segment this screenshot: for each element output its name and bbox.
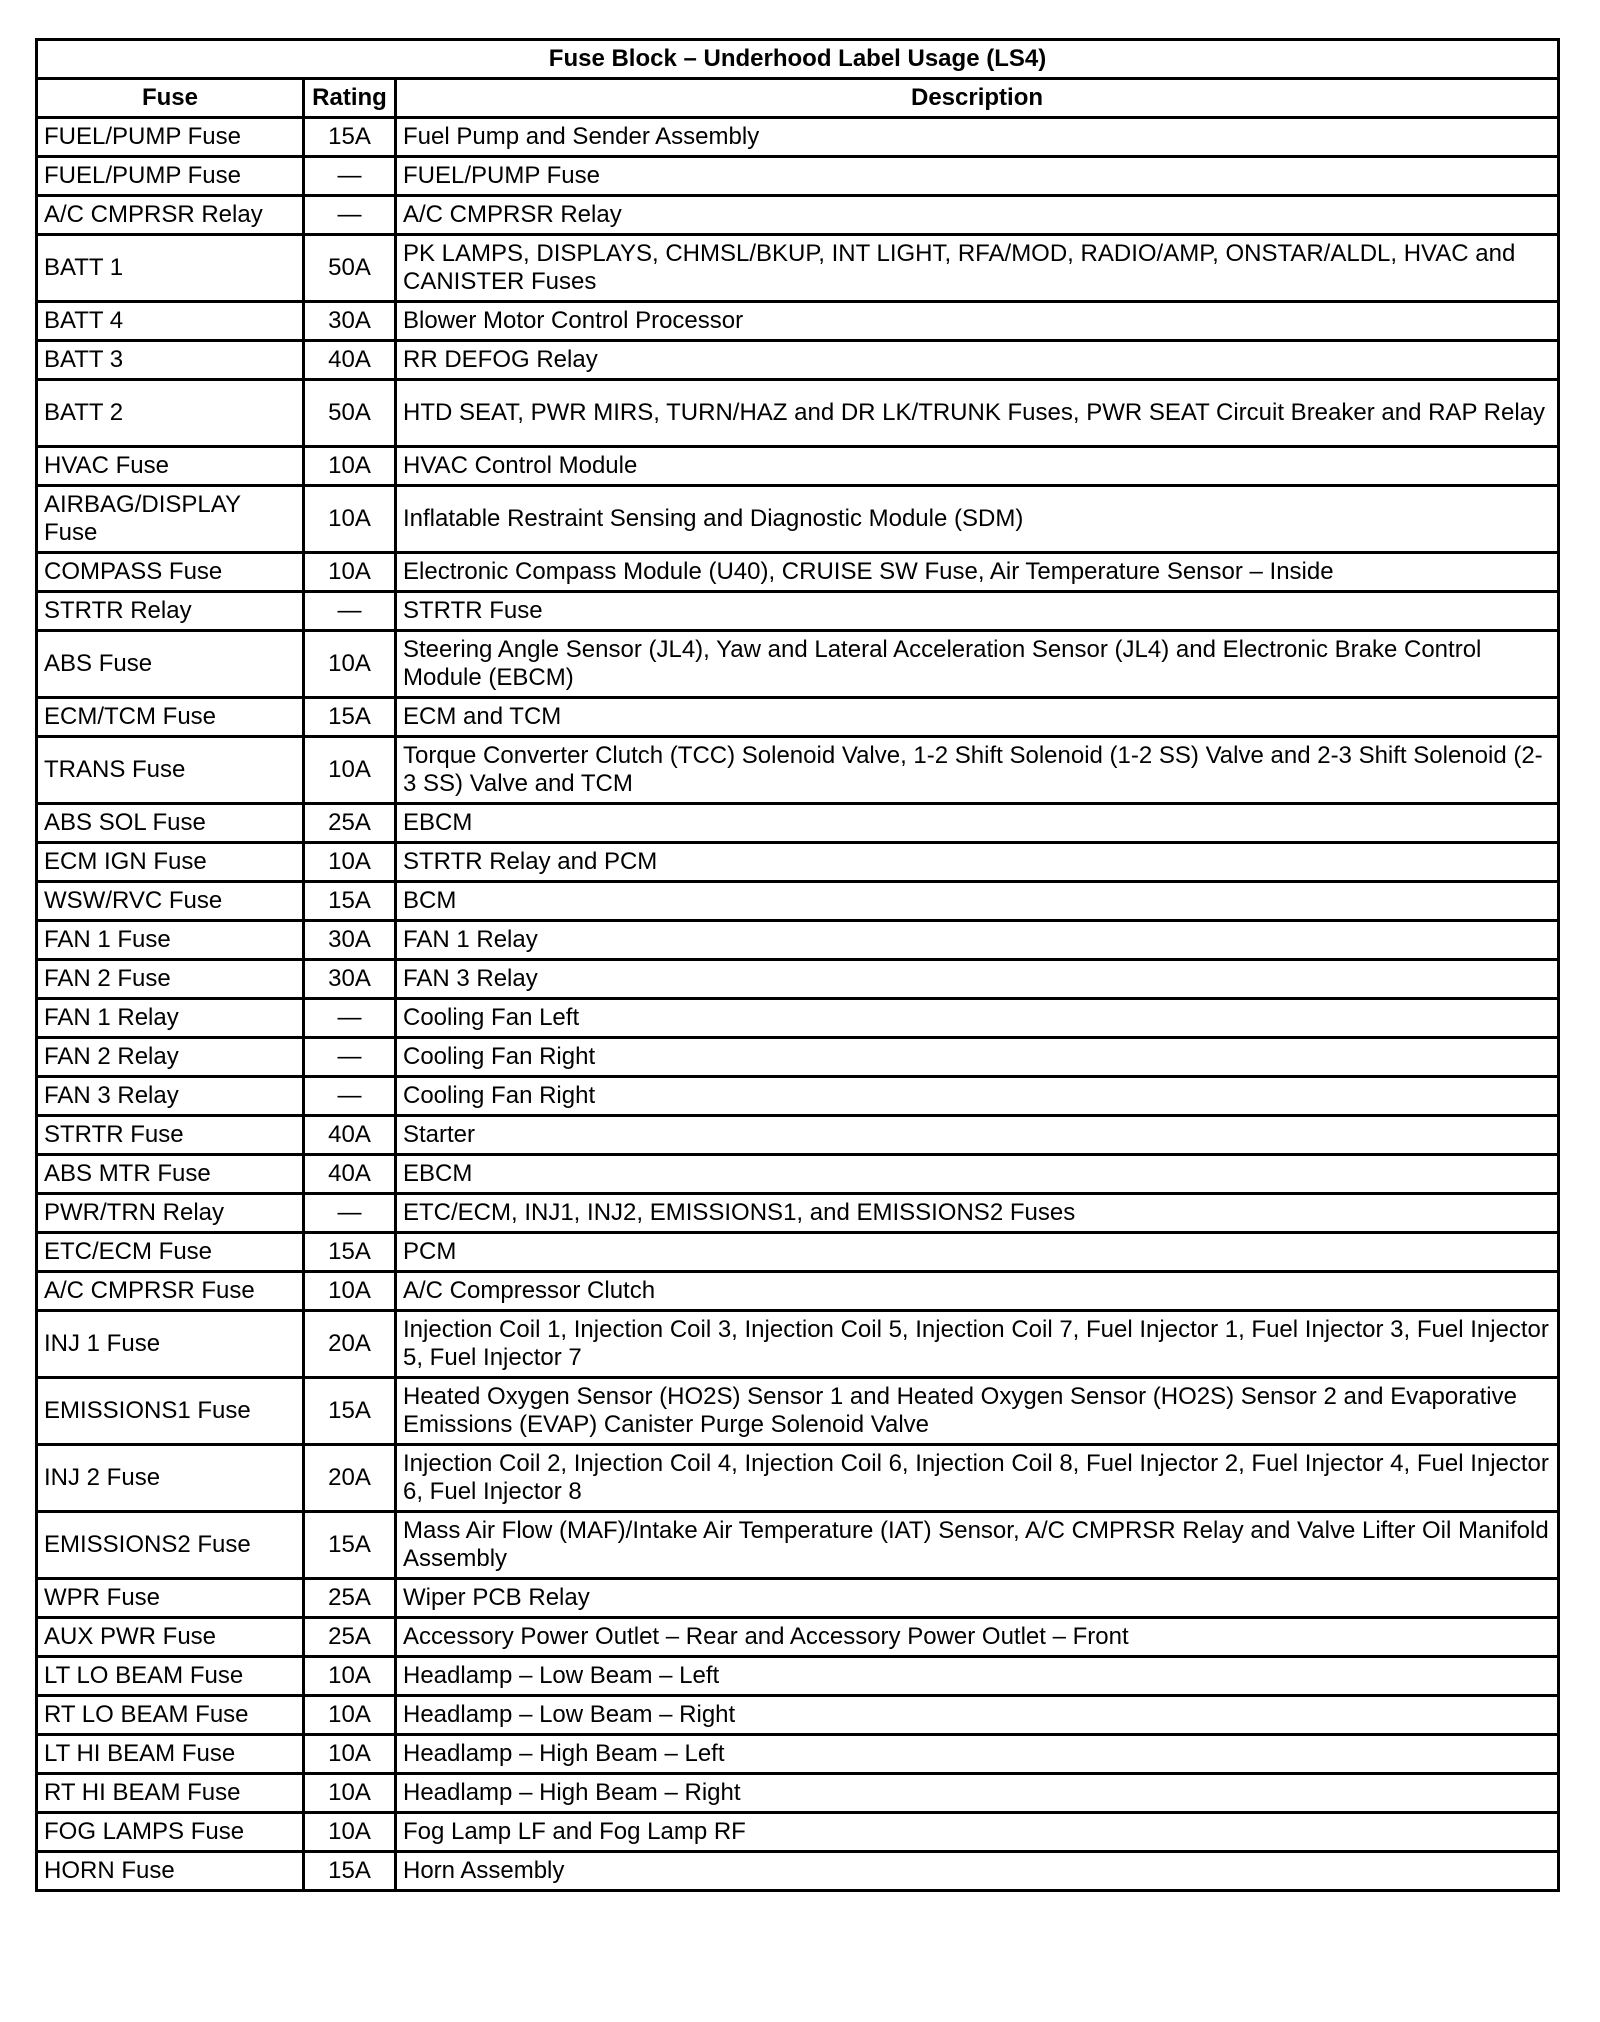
description-cell: Starter [396, 1116, 1559, 1155]
fuse-cell: COMPASS Fuse [37, 553, 304, 592]
fuse-cell: FAN 1 Fuse [37, 921, 304, 960]
table-row [37, 380, 1559, 447]
column-header-rating: Rating [304, 79, 396, 118]
fuse-cell: FAN 3 Relay [37, 1077, 304, 1116]
rating-cell: 40A [304, 1116, 396, 1155]
fuse-cell: PWR/TRN Relay [37, 1194, 304, 1233]
rating-cell: — [304, 1077, 396, 1116]
description-cell: RR DEFOG Relay [396, 341, 1559, 380]
table-body [37, 118, 1559, 1891]
rating-cell: 10A [304, 631, 396, 698]
rating-cell: 50A [304, 380, 396, 447]
rating-cell: 15A [304, 1512, 396, 1579]
table-row [37, 1696, 1559, 1735]
rating-cell: 10A [304, 737, 396, 804]
description-cell: Headlamp – Low Beam – Right [396, 1696, 1559, 1735]
rating-cell: 10A [304, 553, 396, 592]
fuse-cell: LT HI BEAM Fuse [37, 1735, 304, 1774]
fuse-cell: RT LO BEAM Fuse [37, 1696, 304, 1735]
rating-cell: 20A [304, 1311, 396, 1378]
column-header-fuse: Fuse [37, 79, 304, 118]
table-row [37, 486, 1559, 553]
description-cell: Accessory Power Outlet – Rear and Accessory Power Outlet – Front [396, 1618, 1559, 1657]
rating-cell: 30A [304, 960, 396, 999]
rating-cell: — [304, 196, 396, 235]
rating-cell: 10A [304, 1774, 396, 1813]
rating-cell: — [304, 592, 396, 631]
rating-cell: — [304, 157, 396, 196]
description-cell: HVAC Control Module [396, 447, 1559, 486]
description-cell: Mass Air Flow (MAF)/Intake Air Temperature (IAT) Sensor, A/C CMPRSR Relay and Valve Lifter Oil Manifold Assembly [396, 1512, 1559, 1579]
description-cell: Cooling Fan Left [396, 999, 1559, 1038]
fuse-cell: FAN 2 Relay [37, 1038, 304, 1077]
fuse-cell: STRTR Relay [37, 592, 304, 631]
fuse-cell: BATT 1 [37, 235, 304, 302]
description-cell: ETC/ECM, INJ1, INJ2, EMISSIONS1, and EMISSIONS2 Fuses [396, 1194, 1559, 1233]
rating-cell: 20A [304, 1445, 396, 1512]
rating-cell: 15A [304, 698, 396, 737]
description-cell: HTD SEAT, PWR MIRS, TURN/HAZ and DR LK/TRUNK Fuses, PWR SEAT Circuit Breaker and RAP Relay [396, 380, 1559, 447]
description-cell: Cooling Fan Right [396, 1038, 1559, 1077]
rating-cell: — [304, 999, 396, 1038]
fuse-cell: AUX PWR Fuse [37, 1618, 304, 1657]
rating-cell: 10A [304, 1696, 396, 1735]
rating-cell: — [304, 1194, 396, 1233]
fuse-cell: BATT 2 [37, 380, 304, 447]
rating-cell: 10A [304, 1272, 396, 1311]
rating-cell: 30A [304, 921, 396, 960]
table-row [37, 196, 1559, 235]
rating-cell: 25A [304, 1618, 396, 1657]
rating-cell: 25A [304, 1579, 396, 1618]
rating-cell: 10A [304, 1657, 396, 1696]
description-cell: FAN 1 Relay [396, 921, 1559, 960]
description-cell: Injection Coil 1, Injection Coil 3, Injection Coil 5, Injection Coil 7, Fuel Injector 1, Fuel Injector 3, Fuel Injector 5, Fuel Injector 7 [396, 1311, 1559, 1378]
fuse-cell: ECM IGN Fuse [37, 843, 304, 882]
table-row [37, 1445, 1559, 1512]
table-row [37, 698, 1559, 737]
description-cell: ECM and TCM [396, 698, 1559, 737]
description-cell: FUEL/PUMP Fuse [396, 157, 1559, 196]
table-row [37, 960, 1559, 999]
fuse-cell: FOG LAMPS Fuse [37, 1813, 304, 1852]
description-cell: Headlamp – High Beam – Right [396, 1774, 1559, 1813]
rating-cell: 10A [304, 1813, 396, 1852]
description-cell: Headlamp – Low Beam – Left [396, 1657, 1559, 1696]
table-row [37, 302, 1559, 341]
description-cell: Inflatable Restraint Sensing and Diagnostic Module (SDM) [396, 486, 1559, 553]
fuse-cell: FAN 2 Fuse [37, 960, 304, 999]
description-cell: Fog Lamp LF and Fog Lamp RF [396, 1813, 1559, 1852]
title-row [37, 40, 1559, 79]
description-cell: PK LAMPS, DISPLAYS, CHMSL/BKUP, INT LIGHT, RFA/MOD, RADIO/AMP, ONSTAR/ALDL, HVAC and CANISTER Fuses [396, 235, 1559, 302]
rating-cell: 15A [304, 1852, 396, 1891]
table-row [37, 1194, 1559, 1233]
rating-cell: 50A [304, 235, 396, 302]
table-row [37, 1038, 1559, 1077]
rating-cell: 15A [304, 1378, 396, 1445]
rating-cell: 15A [304, 1233, 396, 1272]
table-row [37, 118, 1559, 157]
table-row [37, 804, 1559, 843]
fuse-cell: INJ 2 Fuse [37, 1445, 304, 1512]
description-cell: A/C Compressor Clutch [396, 1272, 1559, 1311]
fuse-table [35, 38, 1560, 1892]
description-cell: BCM [396, 882, 1559, 921]
table-row [37, 631, 1559, 698]
table-row [37, 1735, 1559, 1774]
fuse-cell: FUEL/PUMP Fuse [37, 118, 304, 157]
description-cell: Fuel Pump and Sender Assembly [396, 118, 1559, 157]
table-row [37, 1774, 1559, 1813]
fuse-cell: EMISSIONS2 Fuse [37, 1512, 304, 1579]
table-row [37, 921, 1559, 960]
description-cell: Heated Oxygen Sensor (HO2S) Sensor 1 and Heated Oxygen Sensor (HO2S) Sensor 2 and Evaporative Emissions (EVAP) Canister Purge Solenoid Valve [396, 1378, 1559, 1445]
rating-cell: — [304, 1038, 396, 1077]
table-row [37, 1579, 1559, 1618]
table-row [37, 235, 1559, 302]
rating-cell: 40A [304, 1155, 396, 1194]
table-row [37, 157, 1559, 196]
description-cell: Blower Motor Control Processor [396, 302, 1559, 341]
rating-cell: 10A [304, 843, 396, 882]
column-header-description: Description [396, 79, 1559, 118]
description-cell: Horn Assembly [396, 1852, 1559, 1891]
fuse-cell: HORN Fuse [37, 1852, 304, 1891]
description-cell: Electronic Compass Module (U40), CRUISE SW Fuse, Air Temperature Sensor – Inside [396, 553, 1559, 592]
rating-cell: 40A [304, 341, 396, 380]
fuse-cell: FAN 1 Relay [37, 999, 304, 1038]
rating-cell: 30A [304, 302, 396, 341]
fuse-cell: RT HI BEAM Fuse [37, 1774, 304, 1813]
fuse-cell: INJ 1 Fuse [37, 1311, 304, 1378]
table-row [37, 592, 1559, 631]
fuse-cell: WSW/RVC Fuse [37, 882, 304, 921]
table-row [37, 999, 1559, 1038]
description-cell: EBCM [396, 1155, 1559, 1194]
fuse-cell: AIRBAG/DISPLAY Fuse [37, 486, 304, 553]
rating-cell: 15A [304, 118, 396, 157]
table-row [37, 1311, 1559, 1378]
table-row [37, 1272, 1559, 1311]
fuse-cell: WPR Fuse [37, 1579, 304, 1618]
fuse-cell: HVAC Fuse [37, 447, 304, 486]
fuse-cell: LT LO BEAM Fuse [37, 1657, 304, 1696]
table-row [37, 1618, 1559, 1657]
table-row [37, 737, 1559, 804]
table-row [37, 1852, 1559, 1891]
table-row [37, 447, 1559, 486]
rating-cell: 25A [304, 804, 396, 843]
description-cell: A/C CMPRSR Relay [396, 196, 1559, 235]
fuse-cell: ECM/TCM Fuse [37, 698, 304, 737]
rating-cell: 10A [304, 486, 396, 553]
fuse-cell: FUEL/PUMP Fuse [37, 157, 304, 196]
table-row [37, 1233, 1559, 1272]
description-cell: STRTR Relay and PCM [396, 843, 1559, 882]
description-cell: Headlamp – High Beam – Left [396, 1735, 1559, 1774]
fuse-cell: EMISSIONS1 Fuse [37, 1378, 304, 1445]
table-row [37, 882, 1559, 921]
fuse-cell: ETC/ECM Fuse [37, 1233, 304, 1272]
rating-cell: 10A [304, 1735, 396, 1774]
fuse-cell: BATT 3 [37, 341, 304, 380]
fuse-cell: ABS SOL Fuse [37, 804, 304, 843]
fuse-cell: STRTR Fuse [37, 1116, 304, 1155]
description-cell: Injection Coil 2, Injection Coil 4, Injection Coil 6, Injection Coil 8, Fuel Injector 2, Fuel Injector 4, Fuel Injector 6, Fuel Injector 8 [396, 1445, 1559, 1512]
description-cell: Steering Angle Sensor (JL4), Yaw and Lateral Acceleration Sensor (JL4) and Electronic Brake Control Module (EBCM) [396, 631, 1559, 698]
description-cell: PCM [396, 1233, 1559, 1272]
table-row [37, 1378, 1559, 1445]
fuse-cell: TRANS Fuse [37, 737, 304, 804]
table-row [37, 1813, 1559, 1852]
fuse-cell: ABS Fuse [37, 631, 304, 698]
description-cell: Torque Converter Clutch (TCC) Solenoid Valve, 1-2 Shift Solenoid (1-2 SS) Valve and 2-3 Shift Solenoid (2-3 SS) Valve and TCM [396, 737, 1559, 804]
description-cell: Wiper PCB Relay [396, 1579, 1559, 1618]
fuse-cell: A/C CMPRSR Relay [37, 196, 304, 235]
table-row [37, 1657, 1559, 1696]
table-row [37, 1116, 1559, 1155]
table-row [37, 843, 1559, 882]
fuse-cell: A/C CMPRSR Fuse [37, 1272, 304, 1311]
rating-cell: 15A [304, 882, 396, 921]
header-row [37, 79, 1559, 118]
table-row [37, 341, 1559, 380]
table-title: Fuse Block – Underhood Label Usage (LS4) [37, 40, 1559, 79]
description-cell: Cooling Fan Right [396, 1077, 1559, 1116]
description-cell: FAN 3 Relay [396, 960, 1559, 999]
table-row [37, 1077, 1559, 1116]
rating-cell: 10A [304, 447, 396, 486]
description-cell: STRTR Fuse [396, 592, 1559, 631]
fuse-cell: ABS MTR Fuse [37, 1155, 304, 1194]
table-row [37, 1512, 1559, 1579]
fuse-table-container [35, 38, 1557, 1892]
table-row [37, 553, 1559, 592]
table-row [37, 1155, 1559, 1194]
fuse-cell: BATT 4 [37, 302, 304, 341]
description-cell: EBCM [396, 804, 1559, 843]
